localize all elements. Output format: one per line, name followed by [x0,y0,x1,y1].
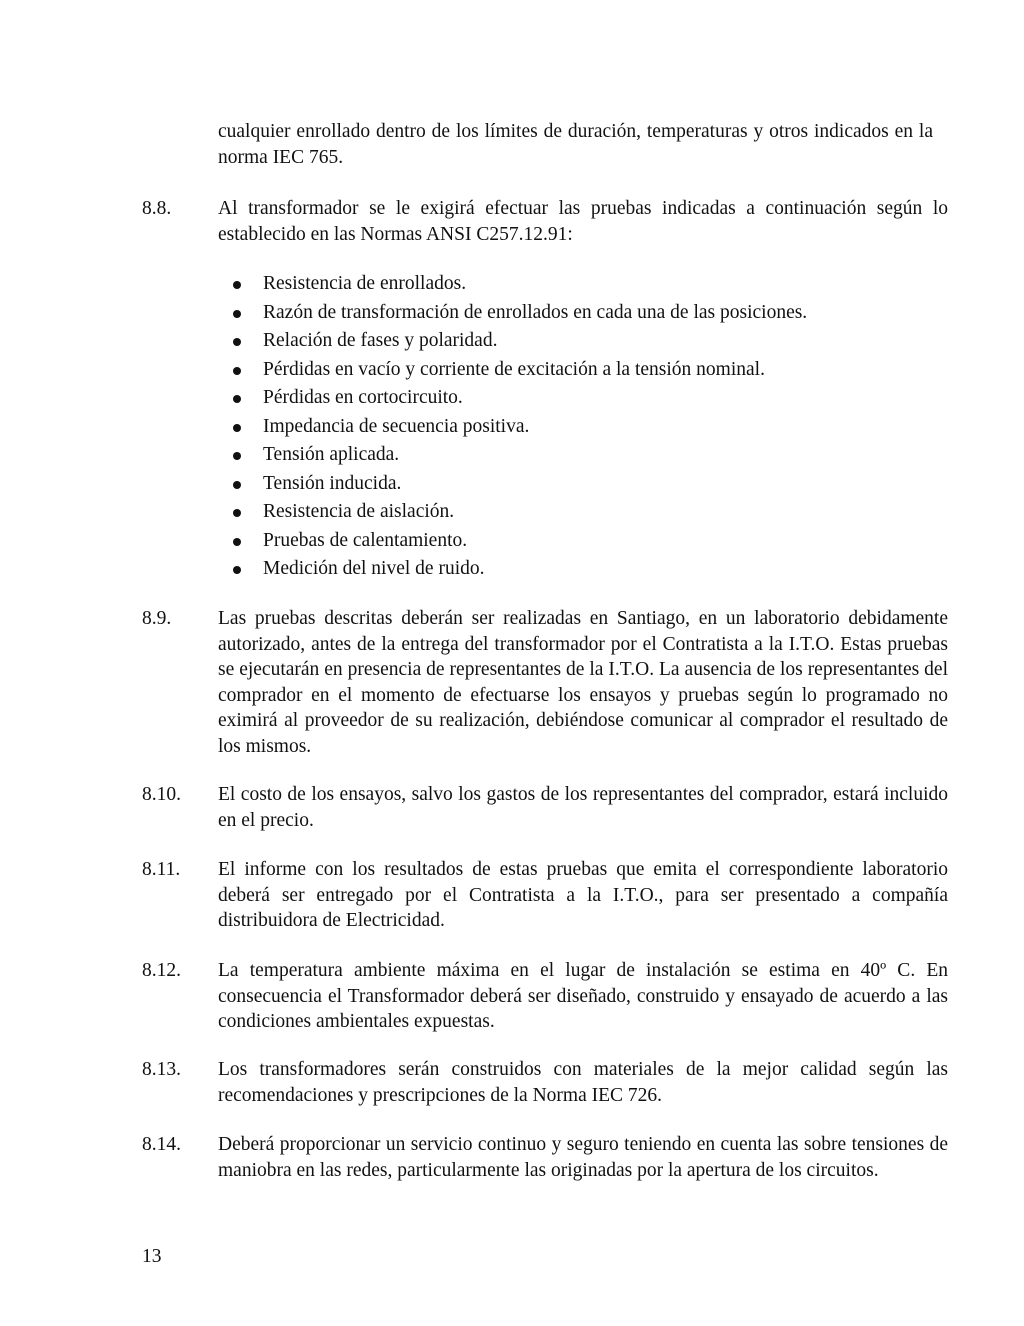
section-number: 8.12. [142,960,181,981]
list-item-text: Tensión aplicada. [263,444,400,465]
list-item-text: Relación de fases y polaridad. [263,330,498,351]
list-item [230,384,807,413]
list-item-text: Tensión inducida. [263,472,402,494]
section-number: 8.14. [142,1134,181,1155]
section-text: El informe con los resultados de estas pruebas que emita el correspondiente laboratorio deberá ser entregado por el Contratista a la I.T.O., para ser presentado a compañía distribuidora de Electricidad. [218,859,948,931]
list-item [230,498,807,527]
section-number: 8.10. [142,784,181,805]
list-item-text: Pérdidas en vacío y corriente de excitación a la tensión nominal. [263,358,765,380]
section-text: Al transformador se le exigirá efectuar las pruebas indicadas a continuación según lo establecido en las Normas ANSI C257.12.91: [218,198,948,245]
bullet-icon [233,424,241,432]
tests-list [230,270,807,584]
list-item-text: Razón de transformación de enrollados en cada una de las posiciones. [263,301,808,323]
list-item [230,527,807,556]
section-number: 8.9. [142,608,172,629]
list-item [230,413,807,442]
bullet-icon [233,367,241,375]
list-item-text: Pérdidas en cortocircuito. [263,387,463,408]
list-item [230,356,807,385]
list-item [230,441,807,470]
bullet-icon [233,538,241,546]
section-text: El costo de los ensayos, salvo los gastos de los representantes del comprador, estará incluido en el precio. [218,784,948,831]
list-item [230,327,807,356]
bullet-icon [233,566,241,574]
bullet-icon [233,281,241,289]
section-text: Las pruebas descritas deberán ser realizadas en Santiago, en un laboratorio debidamente autorizado, antes de la entrega del transformador por el Contratista a la I.T.O. Estas pruebas se ejecutarán en presencia de representantes de la I.T.O. La ausencia de los representantes del comprador en el momento de efectuarse los ensayos y pruebas según lo programado no eximirá al proveedor de su realización, debiéndose comunicar al comprador el resultado de los mismos. [218,608,948,757]
bullet-icon [233,481,241,489]
section-text: Deberá proporcionar un servicio continuo y seguro teniendo en cuenta las sobre tensiones de maniobra en las redes, particularmente las originadas por la apertura de los circuitos. [218,1134,948,1181]
bullet-icon [233,395,241,403]
bullet-icon [233,452,241,460]
list-item [230,299,807,328]
section-number: 8.8. [142,198,172,219]
bullet-icon [233,509,241,517]
bullet-icon [233,310,241,318]
list-item-text: Resistencia de aislación. [263,501,455,522]
list-item-text: Impedancia de secuencia positiva. [263,415,530,437]
section-text: La temperatura ambiente máxima en el lugar de instalación se estima en 40º C. En consecuencia el Transformador deberá ser diseñado, construido y ensayado de acuerdo a las condiciones ambientales expuestas. [218,960,948,1032]
list-item-text: Pruebas de calentamiento. [263,529,468,551]
list-item-text: Resistencia de enrollados. [263,273,467,294]
section-number: 8.11. [142,859,181,880]
continuation-paragraph: cualquier enrollado dentro de los límites de duración, temperaturas y otros indicados en la norma IEC 765. [218,121,933,168]
page-number: 13 [142,1246,162,1267]
bullet-icon [233,338,241,346]
section-text: Los transformadores serán construidos con materiales de la mejor calidad según las recomendaciones y prescripciones de la Norma IEC 726. [218,1059,948,1106]
list-item [230,470,807,499]
list-item-text: Medición del nivel de ruido. [263,558,485,579]
section-number: 8.13. [142,1059,181,1080]
list-item [230,555,807,584]
list-item [230,270,807,299]
